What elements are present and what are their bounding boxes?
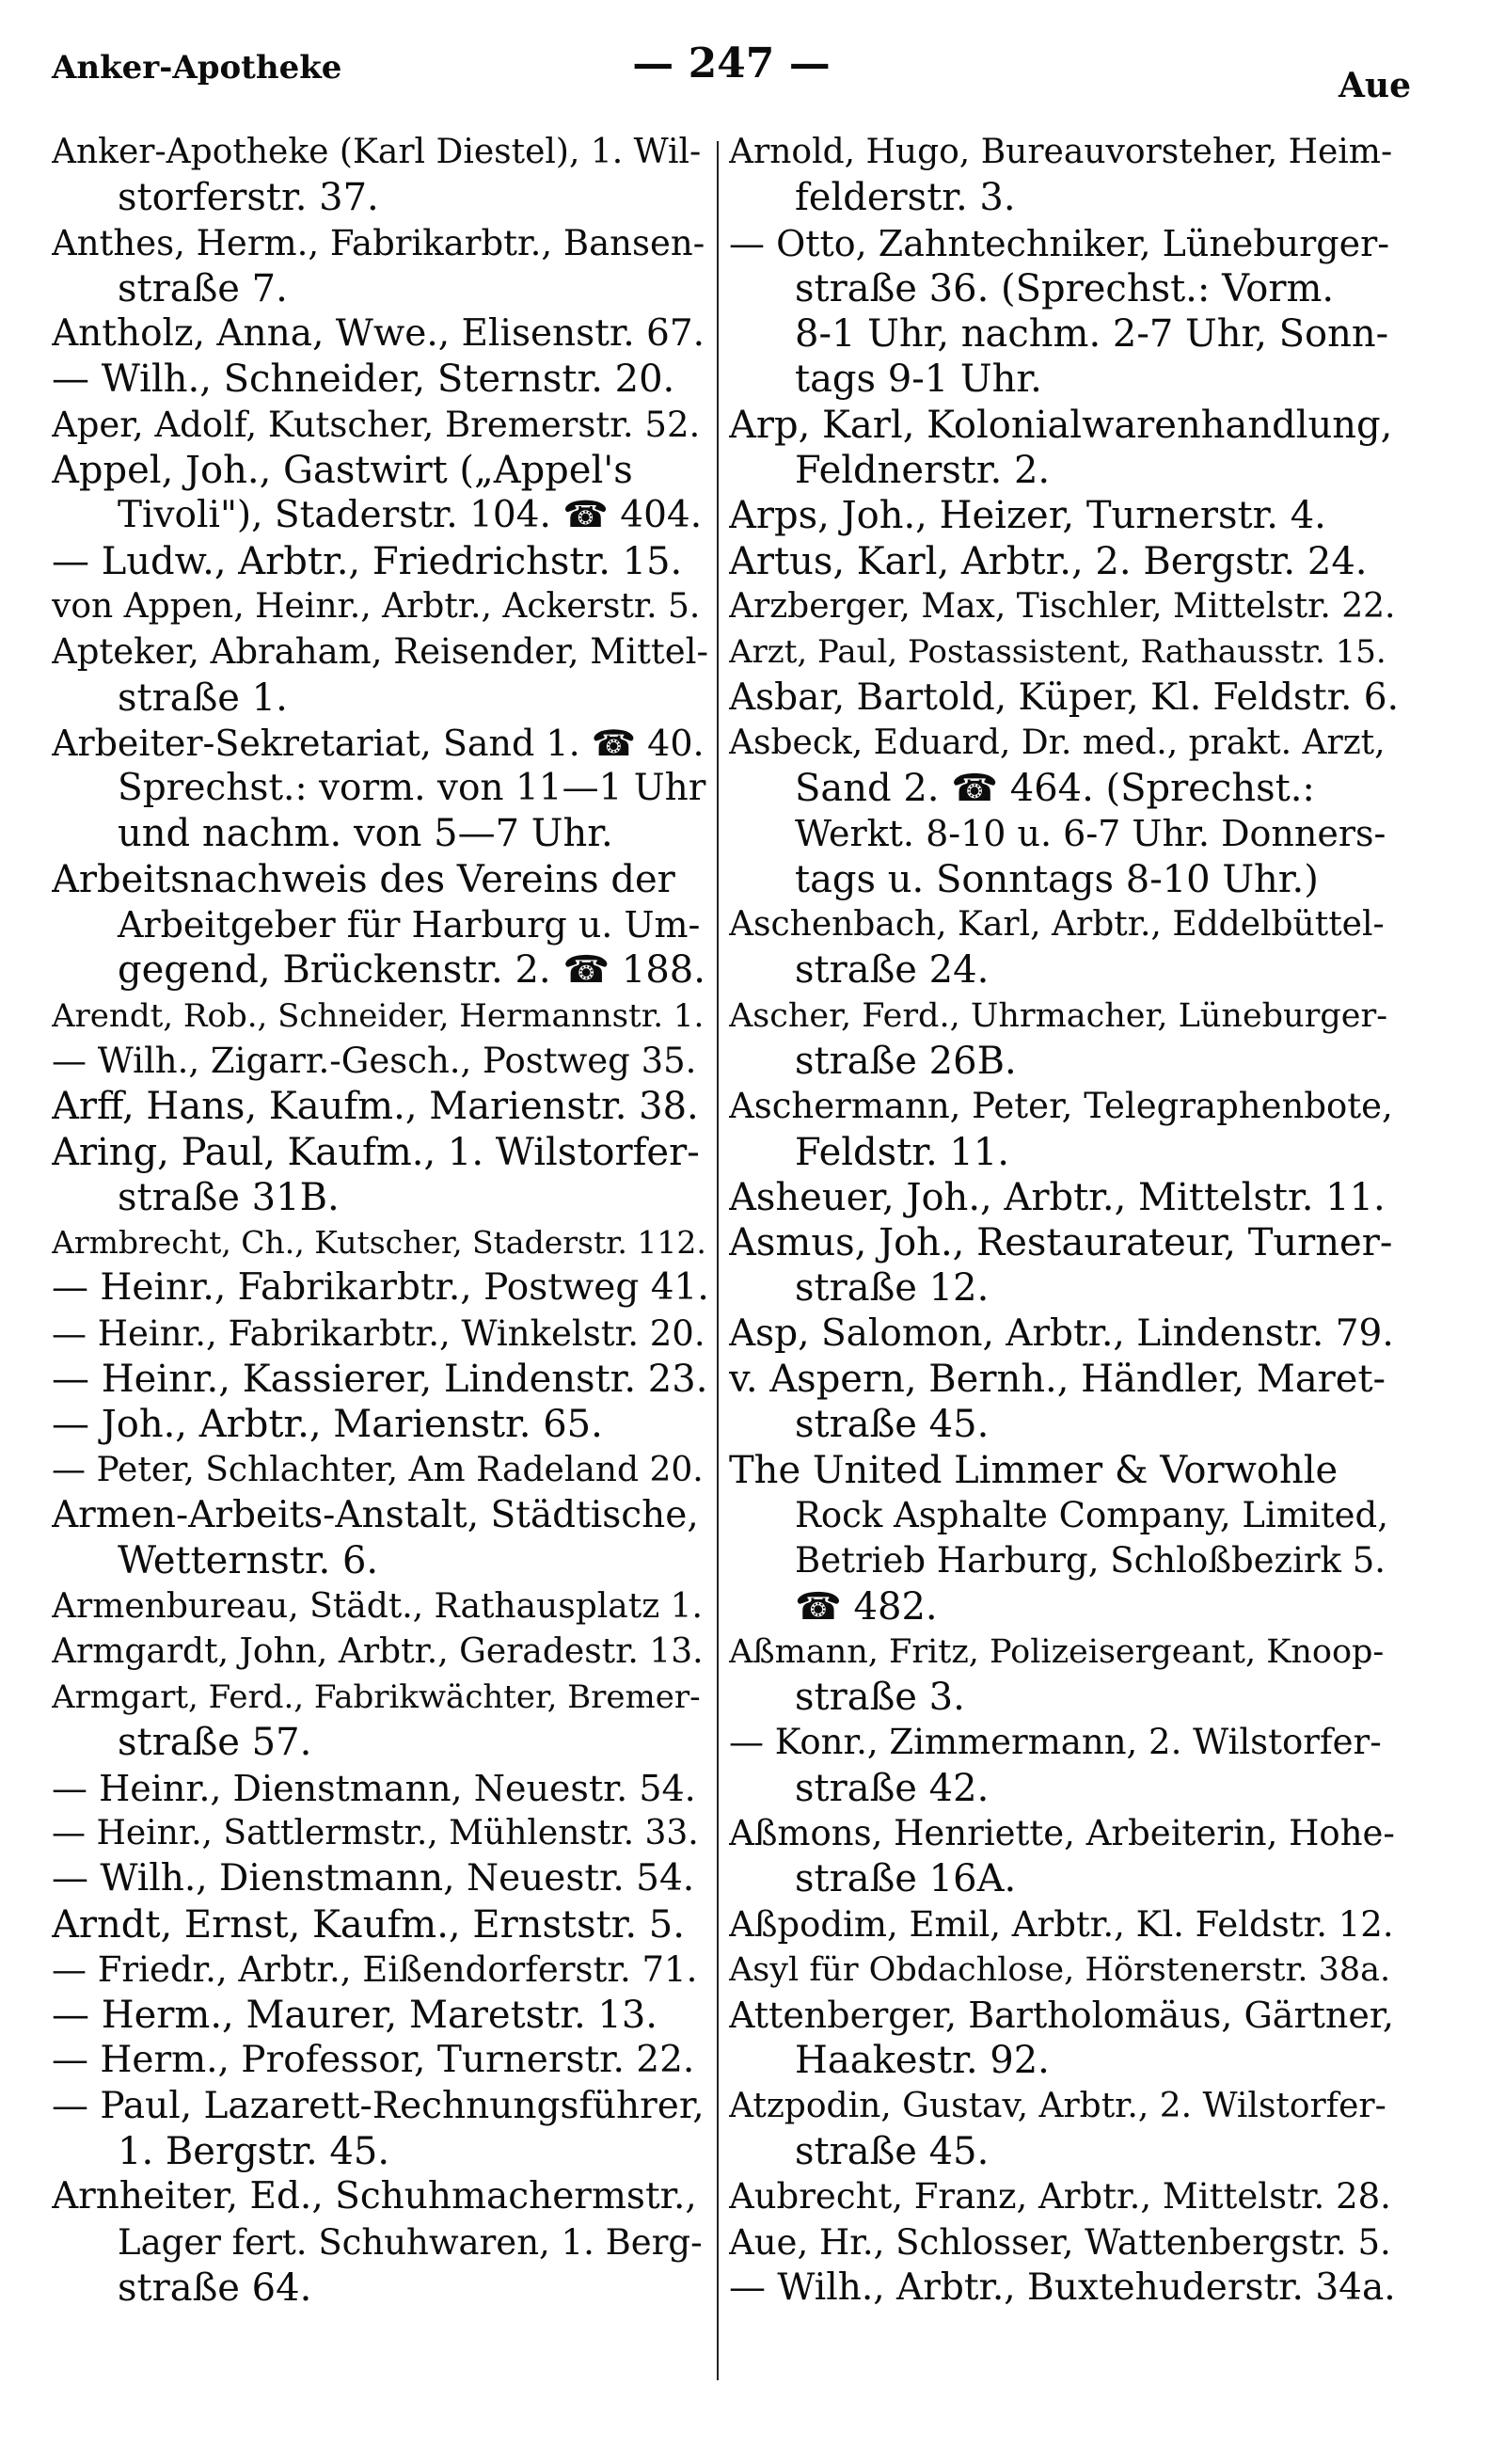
directory-line: — Otto, Zahntechniker, Lüneburger-	[729, 222, 1390, 264]
directory-line: gegend, Brückenstr. 2. ☎ 188.	[118, 948, 705, 993]
directory-line: straße 12.	[795, 1266, 990, 1311]
directory-line: Arndt, Ernst, Kaufm., Ernststr. 5.	[52, 1902, 685, 1947]
directory-line: Sand 2. ☎ 464. (Sprechst.:	[795, 767, 1315, 811]
directory-line: Asbeck, Eduard, Dr. med., prakt. Arzt,	[729, 723, 1386, 762]
directory-line: Ascher, Ferd., Uhrmacher, Lüneburger-	[729, 996, 1388, 1035]
left-column	[52, 130, 710, 2311]
directory-line: storferstr. 37.	[118, 176, 379, 220]
directory-line: 1. Bergstr. 45.	[118, 2130, 390, 2174]
directory-line: Anthes, Herm., Fabrikarbtr., Bansen-	[52, 222, 705, 263]
directory-line: Aßmons, Henriette, Arbeiterin, Hohe-	[729, 1812, 1395, 1853]
directory-line: Armgart, Ferd., Fabrikwächter, Bremer-	[52, 1678, 701, 1717]
directory-line: straße 7.	[118, 266, 288, 310]
directory-line: Arbeitsnachweis des Vereins der	[52, 857, 675, 901]
directory-line: straße 1.	[118, 676, 288, 720]
directory-line: tags u. Sonntags 8-10 Uhr.)	[795, 857, 1319, 901]
directory-line: Arzberger, Max, Tischler, Mittelstr. 22.	[729, 586, 1396, 626]
directory-line: Asp, Salomon, Arbtr., Lindenstr. 79.	[729, 1311, 1394, 1355]
directory-line: — Heinr., Kassierer, Lindenstr. 23.	[52, 1358, 708, 1402]
directory-line: Arp, Karl, Kolonialwarenhandlung,	[729, 403, 1393, 447]
directory-line: — Paul, Lazarett-Rechnungsführer,	[52, 2084, 705, 2127]
directory-line: straße 16A.	[795, 1857, 1017, 1901]
directory-line: Appel, Joh., Gastwirt („Appel's	[52, 449, 633, 493]
directory-line: — Friedr., Arbtr., Eißendorferstr. 71.	[52, 1948, 698, 1990]
directory-line: Armenbureau, Städt., Rathausplatz 1.	[52, 1586, 703, 1626]
directory-line: Anker-Apotheke (Karl Diestel), 1. Wil-	[52, 133, 702, 171]
directory-line: straße 45.	[795, 2130, 990, 2174]
directory-line: Arnold, Hugo, Bureauvorsteher, Heim-	[729, 133, 1393, 171]
directory-line: — Heinr., Fabrikarbtr., Postweg 41.	[52, 1266, 709, 1310]
directory-line: Aubrecht, Franz, Arbtr., Mittelstr. 28.	[729, 2176, 1391, 2218]
directory-line: — Herm., Professor, Turnerstr. 22.	[52, 2039, 695, 2082]
directory-line: Armbrecht, Ch., Kutscher, Staderstr. 112.	[52, 1224, 706, 1262]
directory-line: Werkt. 8-10 u. 6-7 Uhr. Donners-	[795, 813, 1386, 855]
directory-line: Aßpodim, Emil, Arbtr., Kl. Feldstr. 12.	[729, 1903, 1394, 1945]
directory-line: Arbeiter-Sekretariat, Sand 1. ☎ 40.	[52, 722, 705, 764]
directory-line: Artus, Karl, Arbtr., 2. Bergstr. 24.	[729, 539, 1368, 583]
directory-line: tags 9-1 Uhr.	[795, 358, 1042, 402]
directory-line: Arnheiter, Ed., Schuhmachermstr.,	[52, 2175, 697, 2218]
directory-line: Aschenbach, Karl, Arbtr., Eddelbüttel-	[729, 905, 1385, 945]
directory-line: straße 36. (Sprechst.: Vorm.	[795, 266, 1335, 310]
directory-line: Asbar, Bartold, Küper, Kl. Feldstr. 6.	[729, 676, 1399, 719]
directory-line: — Heinr., Fabrikarbtr., Winkelstr. 20.	[52, 1312, 705, 1354]
directory-line: Asmus, Joh., Restaurateur, Turner-	[729, 1221, 1393, 1265]
running-head-right: Aue	[1338, 66, 1411, 105]
directory-line: — Ludw., Arbtr., Friedrichstr. 15.	[52, 539, 683, 583]
directory-line: — Peter, Schlachter, Am Radeland 20.	[52, 1450, 704, 1489]
directory-line: — Wilh., Schneider, Sternstr. 20.	[52, 358, 675, 402]
directory-line: — Heinr., Sattlermstr., Mühlenstr. 33.	[52, 1813, 699, 1852]
directory-line: Aper, Adolf, Kutscher, Bremerstr. 52.	[52, 404, 701, 445]
directory-line: — Heinr., Dienstmann, Neuestr. 54.	[52, 1767, 696, 1809]
directory-line: Arff, Hans, Kaufm., Marienstr. 38.	[52, 1085, 699, 1129]
directory-line: Feldstr. 11.	[795, 1130, 1010, 1174]
directory-line: v. Aspern, Bernh., Händler, Maret-	[729, 1358, 1386, 1402]
directory-line: — Konr., Zimmermann, 2. Wilstorfer-	[729, 1722, 1382, 1763]
directory-line: — Herm., Maurer, Maretstr. 13.	[52, 1994, 658, 2038]
directory-line: Attenberger, Bartholomäus, Gärtner,	[729, 1995, 1394, 2037]
directory-line: Tivoli"), Staderstr. 104. ☎ 404.	[118, 494, 703, 537]
directory-line: straße 26B.	[795, 1039, 1017, 1083]
directory-line: Arbeitgeber für Harburg u. Um-	[118, 904, 701, 946]
directory-line: Arzt, Paul, Postassistent, Rathausstr. 15.	[729, 633, 1386, 672]
directory-line: Armgardt, John, Arbtr., Geradestr. 13.	[52, 1631, 704, 1671]
directory-line: straße 3.	[795, 1676, 965, 1720]
running-head-left: Anker-Apotheke	[52, 49, 342, 87]
directory-line: felderstr. 3.	[795, 176, 1016, 220]
directory-line: straße 24.	[795, 948, 990, 993]
directory-line: 8-1 Uhr, nachm. 2-7 Uhr, Sonn-	[795, 312, 1389, 357]
directory-line: straße 57.	[118, 1721, 312, 1765]
directory-line: Atzpodin, Gustav, Arbtr., 2. Wilstorfer-	[729, 2086, 1386, 2125]
directory-line: Arendt, Rob., Schneider, Hermannstr. 1.	[52, 996, 705, 1035]
directory-line: Feldnerstr. 2.	[795, 449, 1051, 493]
page-header	[52, 40, 1411, 105]
directory-line: Lager fert. Schuhwaren, 1. Berg-	[118, 2221, 703, 2263]
directory-line: Sprechst.: vorm. von 11—1 Uhr	[118, 767, 706, 810]
directory-line: ☎ 482.	[795, 1584, 938, 1629]
directory-line: Haakestr. 92.	[795, 2039, 1050, 2083]
directory-line: Aue, Hr., Schlosser, Wattenbergstr. 5.	[729, 2221, 1391, 2263]
directory-line: Apteker, Abraham, Reisender, Mittel-	[52, 631, 708, 673]
page-number: — 247 —	[632, 40, 831, 87]
directory-line: Aring, Paul, Kaufm., 1. Wilstorfer-	[52, 1130, 700, 1174]
directory-line: Arps, Joh., Heizer, Turnerstr. 4.	[729, 494, 1326, 538]
directory-line: Wetternstr. 6.	[118, 1539, 379, 1583]
directory-line: Betrieb Harburg, Schloßbezirk 5.	[795, 1540, 1386, 1582]
directory-line: straße 45.	[795, 1403, 990, 1447]
directory-line: — Joh., Arbtr., Marienstr. 65.	[52, 1403, 603, 1447]
directory-line: — Wilh., Zigarr.-Gesch., Postweg 35.	[52, 1040, 697, 1081]
directory-line: Asyl für Obdachlose, Hörstenerstr. 38a.	[729, 1950, 1391, 1989]
directory-line: — Wilh., Dienstmann, Neuestr. 54.	[52, 1857, 695, 1900]
directory-line: Rock Asphalte Company, Limited,	[795, 1494, 1388, 1535]
directory-line: straße 64.	[118, 2265, 312, 2310]
directory-line: straße 31B.	[118, 1175, 340, 1219]
directory-line: Aßmann, Fritz, Polizeisergeant, Knoop-	[729, 1632, 1385, 1671]
directory-line: Armen-Arbeits-Anstalt, Städtische,	[52, 1493, 699, 1536]
directory-line: — Wilh., Arbtr., Buxtehuderstr. 34a.	[729, 2265, 1396, 2309]
directory-line: The United Limmer & Vorwohle	[729, 1448, 1339, 1492]
directory-line: von Appen, Heinr., Arbtr., Ackerstr. 5.	[52, 586, 701, 626]
directory-line: Antholz, Anna, Wwe., Elisenstr. 67.	[52, 312, 705, 356]
directory-line: und nachm. von 5—7 Uhr.	[118, 812, 613, 856]
right-column	[729, 130, 1399, 2311]
directory-line: straße 42.	[795, 1766, 990, 1810]
column-divider	[717, 141, 719, 2380]
directory-line: Aschermann, Peter, Telegraphenbote,	[729, 1086, 1393, 1127]
directory-line: Asheuer, Joh., Arbtr., Mittelstr. 11.	[729, 1175, 1386, 1219]
